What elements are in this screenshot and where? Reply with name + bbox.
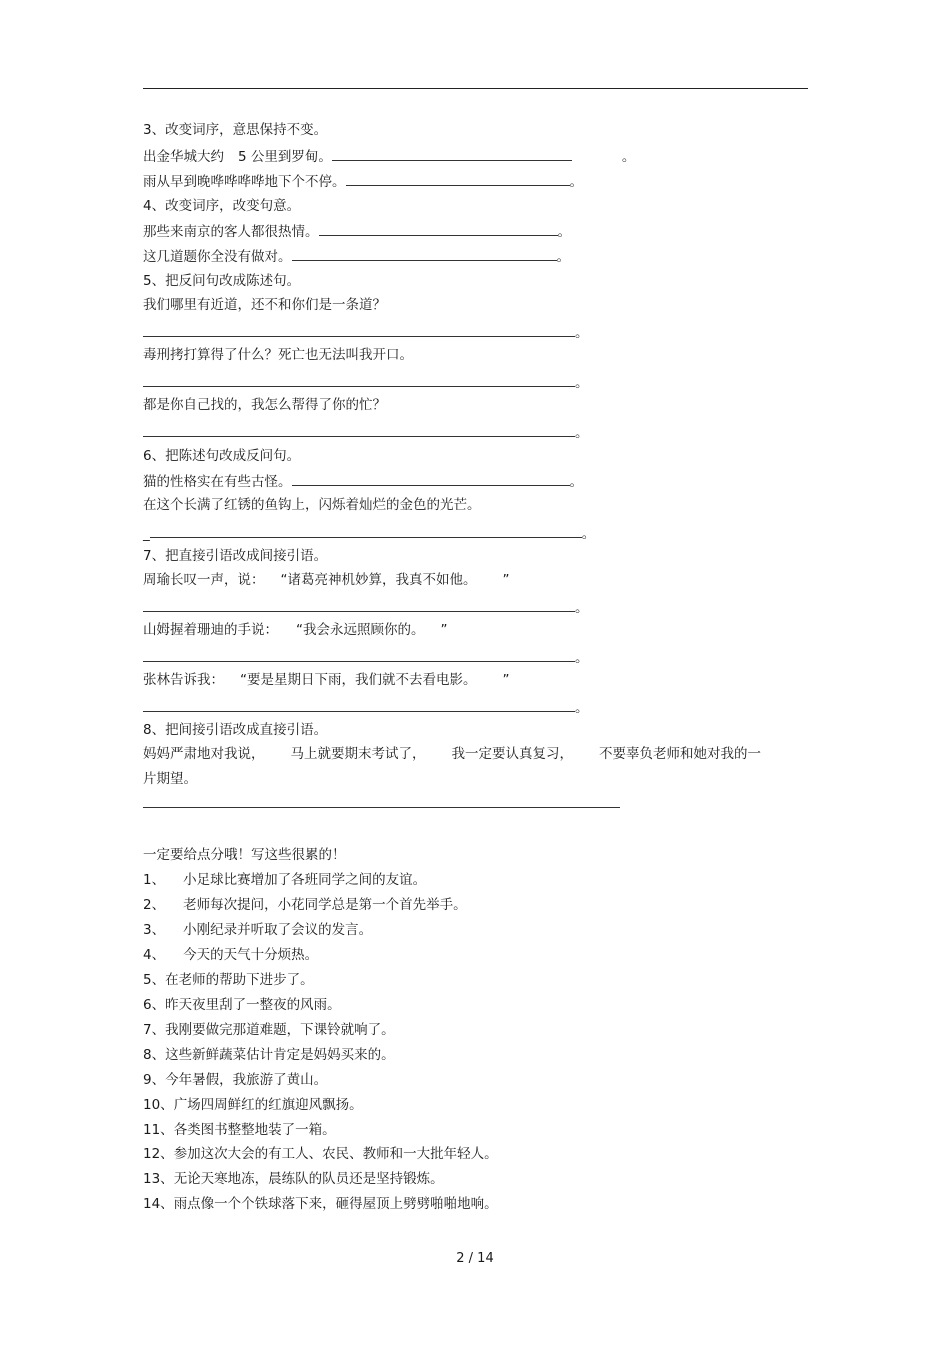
answer-number: 14、: [143, 1196, 174, 1212]
section-3-sentence-2: 雨从早到晚哗哗哗哗地下个不停。 。: [143, 171, 583, 191]
section-7-quote-3: 张林告诉我： “要是星期日下雨，我们就不去看电影。 ”: [143, 672, 510, 688]
page-number: 2 / 14: [456, 1251, 494, 1266]
answer-text: 各类图书整整地装了一箱。: [173, 1122, 336, 1138]
section-8-heading: 8、把间接引语改成直接引语。: [143, 722, 328, 738]
answer-text: 在老师的帮助下进步了。: [165, 972, 314, 988]
answer-number: 4、: [143, 947, 166, 963]
answer-item: [143, 1046, 395, 1064]
section-5-question-3: 都是你自己找的，我怎么帮得了你的忙？: [143, 397, 386, 413]
section-6-answer-2: _ 。: [143, 523, 595, 543]
section-5-answer-1: 。: [143, 322, 589, 342]
section-5-question-2: 毒刑拷打算得了什么？死亡也无法叫我开口。: [143, 347, 413, 363]
answer-number: 6、: [143, 997, 166, 1013]
section-4-sentence-1: 那些来南京的客人都很热情。 。: [143, 221, 571, 241]
answer-item: [143, 1071, 327, 1089]
section-7-quote-2: 山姆握着珊迪的手说： “我会永远照顾你的。 ”: [143, 622, 448, 638]
answer-text: 雨点像一个个铁球落下来，砸得屋顶上劈劈啪啪地响。: [173, 1196, 498, 1212]
answers-note: 一定要给点分哦！写这些很累的！: [143, 847, 346, 863]
section-6-sentence-2: 在这个长满了红锈的鱼钩上，闪烁着灿烂的金色的光芒。: [143, 497, 481, 513]
answer-number: 10、: [143, 1097, 174, 1113]
answer-number: 11、: [143, 1122, 174, 1138]
answer-item: [143, 871, 426, 889]
section-8-answer-line[interactable]: [143, 807, 620, 808]
section-3-heading: 3、改变词序，意思保持不变。: [143, 122, 328, 138]
answer-number: 13、: [143, 1171, 174, 1187]
answer-item: [143, 896, 467, 914]
answer-item: [143, 1145, 498, 1163]
answer-item: [143, 971, 314, 989]
section-6-heading: 6、把陈述句改成反问句。: [143, 448, 301, 464]
answer-number: 9、: [143, 1072, 166, 1088]
answer-blank[interactable]: [332, 146, 572, 161]
answer-text: 小刚纪录并听取了会议的发言。: [183, 922, 373, 938]
answer-number: 2、: [143, 897, 166, 913]
section-7-quote-1: 周瑜长叹一声，说： “诸葛亮神机妙算，我真不如他。 ”: [143, 572, 510, 588]
answer-blank[interactable]: [150, 523, 582, 538]
answer-blank[interactable]: [143, 647, 575, 662]
answer-text: 老师每次提问，小花同学总是第一个首先举手。: [183, 897, 467, 913]
header-rule: [143, 88, 808, 89]
answer-blank[interactable]: [319, 221, 558, 236]
answer-text: 我刚要做完那道难题，下课铃就响了。: [165, 1022, 395, 1038]
section-5-answer-3: 。: [143, 422, 589, 442]
answer-item: [143, 996, 341, 1014]
section-4-heading: 4、改变词序，改变句意。: [143, 198, 301, 214]
answer-number: 5、: [143, 972, 166, 988]
section-5-answer-2: 。: [143, 372, 589, 392]
answer-blank[interactable]: [292, 246, 557, 261]
answer-text: 今天的天气十分烦热。: [183, 947, 319, 963]
answer-number: 12、: [143, 1146, 174, 1162]
answer-blank[interactable]: [346, 171, 570, 186]
answer-number: 7、: [143, 1022, 166, 1038]
answer-text: 今年暑假，我旅游了黄山。: [165, 1072, 328, 1088]
section-8-passage-line-2: 片期望。: [143, 771, 197, 787]
answer-number: 1、: [143, 872, 166, 888]
answer-item: [143, 1021, 395, 1039]
section-3-sentence-1: 出金华城大约 5 公里到罗甸。 。: [143, 146, 635, 166]
answer-blank[interactable]: [143, 322, 575, 337]
section-7-heading: 7、把直接引语改成间接引语。: [143, 548, 328, 564]
section-7-answer-1: 。: [143, 597, 589, 617]
section-8-passage-line-1: 妈妈严肃地对我说， 马上就要期末考试了， 我一定要认真复习， 不要辜负老师和她对我的一: [143, 746, 761, 762]
answer-number: 3、: [143, 922, 166, 938]
answer-text: 这些新鲜蔬菜估计肯定是妈妈买来的。: [165, 1047, 395, 1063]
answer-blank[interactable]: [143, 697, 575, 712]
answer-text: 昨天夜里刮了一整夜的风雨。: [165, 997, 341, 1013]
answer-number: 8、: [143, 1047, 166, 1063]
section-6-sentence-1: 猫的性格实在有些古怪。 。: [143, 471, 583, 491]
answer-blank[interactable]: [292, 471, 570, 486]
section-5-heading: 5、把反问句改成陈述句。: [143, 273, 301, 289]
answer-blank[interactable]: [143, 597, 575, 612]
answer-item: [143, 946, 318, 964]
answer-item: [143, 1170, 444, 1188]
answer-item: [143, 1096, 363, 1114]
answer-blank[interactable]: [143, 372, 575, 387]
answer-item: [143, 921, 372, 939]
section-5-question-1: 我们哪里有近道，还不和你们是一条道？: [143, 297, 386, 313]
answer-item: [143, 1195, 498, 1213]
answer-item: [143, 1121, 336, 1139]
answer-text: 参加这次大会的有工人、农民、教师和一大批年轻人。: [173, 1146, 498, 1162]
section-7-answer-2: 。: [143, 647, 589, 667]
answer-blank[interactable]: [143, 422, 575, 437]
section-4-sentence-2: 这几道题你全没有做对。 。: [143, 246, 570, 266]
section-7-answer-3: 。: [143, 697, 589, 717]
answer-text: 无论天寒地冻，晨练队的队员还是坚持锻炼。: [173, 1171, 444, 1187]
answer-text: 广场四周鲜红的红旗迎风飘扬。: [173, 1097, 363, 1113]
answer-text: 小足球比赛增加了各班同学之间的友谊。: [183, 872, 427, 888]
